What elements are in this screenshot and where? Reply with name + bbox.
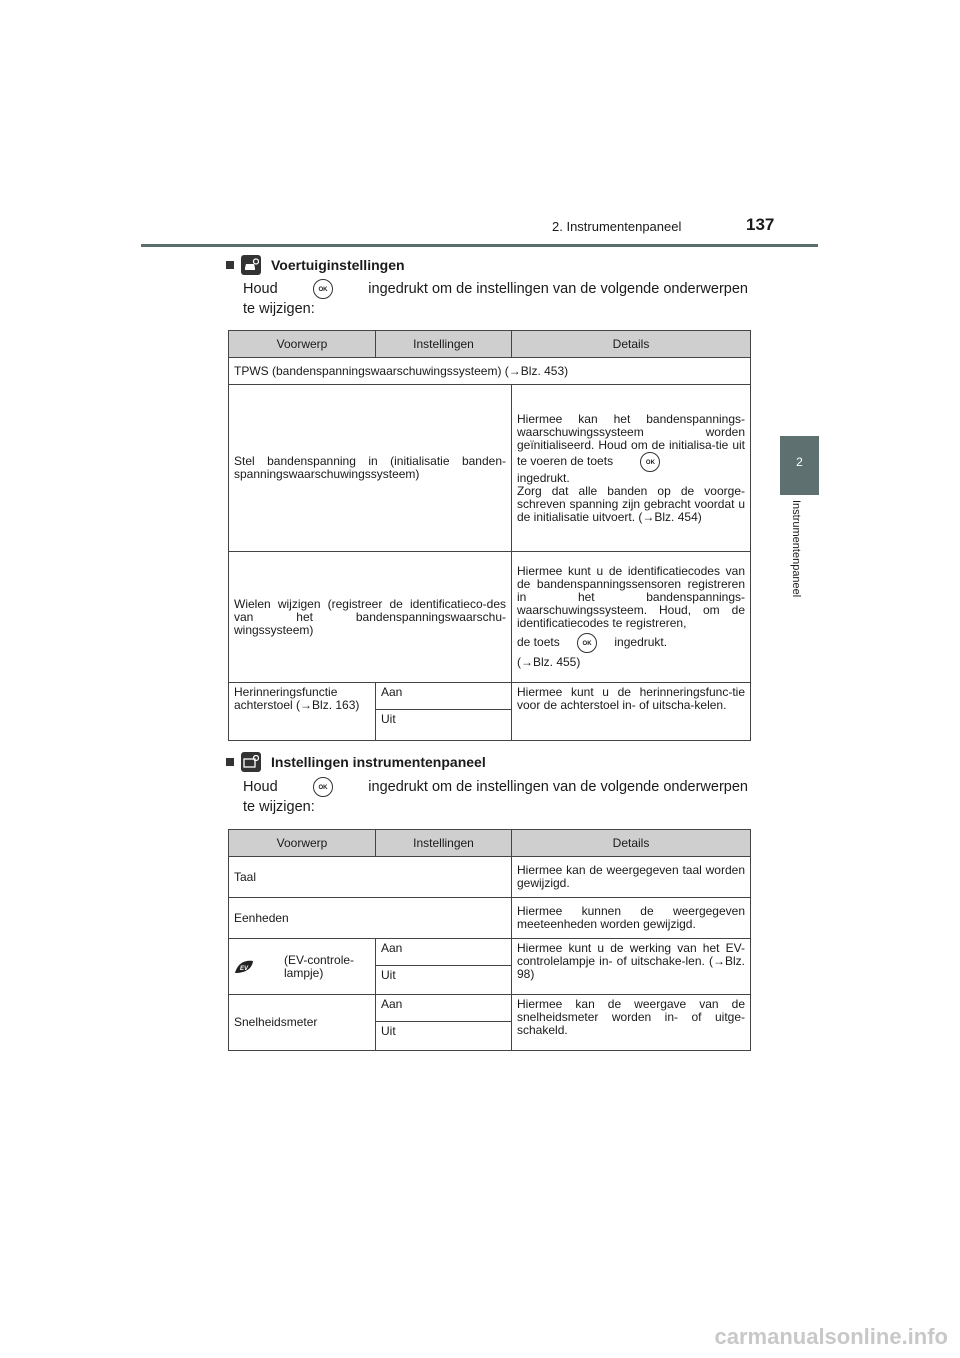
col-header: Voorwerp (229, 331, 376, 358)
intro-text-c: te wijzigen: (243, 799, 315, 815)
eenheden-item: Eenheden (229, 898, 512, 939)
intro-text-b: ingedrukt om de instellingen van de volgende onderwerpen (368, 779, 748, 795)
vehicle-settings-table (228, 330, 751, 741)
snel-detail: Hiermee kan de weergave van de snelheidsmeter worden in- of uitge-schakeld. (512, 995, 751, 1051)
table-row (229, 995, 751, 1022)
table-row (229, 898, 751, 939)
snel-on: Aan (376, 995, 512, 1022)
header-divider (141, 244, 818, 247)
vehicle-settings-icon (241, 255, 261, 275)
section2-heading (226, 752, 486, 772)
chapter-tab: 2 (780, 436, 819, 495)
table-row (229, 683, 751, 710)
stel-item: Stel bandenspanning in (initialisatie banden-spanningswaarschuwingssysteem) (229, 385, 512, 552)
wielen-detail-d: (→Blz. 455) (517, 655, 581, 669)
ok-button-icon: OK (313, 777, 333, 797)
ok-button-icon: OK (577, 633, 597, 653)
wielen-detail (512, 552, 751, 683)
ev-item (229, 939, 376, 995)
ok-button-icon: OK (640, 452, 660, 472)
section1-title: Voertuiginstellingen (271, 257, 405, 273)
instrument-settings-table (228, 829, 751, 1051)
section2-intro (243, 777, 748, 817)
intro-text-a: Houd (243, 779, 278, 795)
ev-on: Aan (376, 939, 512, 966)
table-row (229, 939, 751, 966)
herinnering-item: Herinneringsfunctie achterstoel (→Blz. 163) (229, 683, 376, 741)
intro-text-b: ingedrukt om de instellingen van de volgende onderwerpen (368, 281, 748, 297)
stel-detail-a: Hiermee kan het bandenspannings-waarschuwingssysteem worden geïnitialiseerd. Houd om de initialisa-tie uit te voeren de toets (517, 411, 745, 468)
table-row (229, 358, 751, 385)
wielen-detail-b: de toets (517, 635, 560, 650)
svg-text:EV: EV (240, 965, 249, 972)
page-number: 137 (746, 215, 775, 234)
table-header-row (229, 830, 751, 857)
ev-item-text: (EV-controle-lampje) (284, 952, 355, 980)
herinnering-off: Uit (376, 710, 512, 741)
chapter-label-text: Instrumentenpaneel (790, 500, 802, 598)
snel-off: Uit (376, 1022, 512, 1051)
col-header: Details (512, 830, 751, 857)
ok-button-icon: OK (313, 279, 333, 299)
tpws-cell: TPWS (bandenspanningswaarschuwingssysteem) (→Blz. 453) (229, 358, 751, 385)
section-title: 2. Instrumentenpaneel (552, 219, 682, 234)
col-header: Instellingen (376, 830, 512, 857)
table-row (229, 385, 751, 552)
ev-detail: Hiermee kunt u de werking van het EV-controlelampje in- of uitschake-len. (→Blz. 98) (512, 939, 751, 995)
herinnering-on: Aan (376, 683, 512, 710)
section2-title: Instellingen instrumentenpaneel (271, 754, 486, 770)
herinnering-detail: Hiermee kunt u de herinneringsfunc-tie voor de achterstoel in- of uitscha-kelen. (512, 683, 751, 741)
taal-detail: Hiermee kan de weergegeven taal worden gewijzigd. (512, 857, 751, 898)
stel-detail-b: ingedrukt. (517, 470, 570, 485)
car-gear-icon (243, 258, 259, 272)
eenheden-detail: Hiermee kunnen de weergegeven meeteenheden worden gewijzigd. (512, 898, 751, 939)
intro-text-c: te wijzigen: (243, 301, 315, 317)
table-row (229, 857, 751, 898)
wielen-item: Wielen wijzigen (registreer de identificatieco-des van het bandenspanningswaarschu-wingssysteem) (229, 552, 512, 683)
bullet-square-icon (226, 758, 234, 766)
snel-item: Snelheidsmeter (229, 995, 376, 1051)
table-header-row (229, 331, 751, 358)
screen-gear-icon (243, 755, 259, 769)
display-settings-icon (241, 752, 261, 772)
watermark-url: carmanualsonline.info (714, 1324, 948, 1349)
stel-detail-c: Zorg dat alle banden op de voorge-schreven spanning zijn gebracht voordat u de initialisatie uitvoert. (→Blz. 454) (517, 483, 745, 524)
taal-item: Taal (229, 857, 512, 898)
section1-intro (243, 279, 748, 319)
col-header: Details (512, 331, 751, 358)
col-header: Voorwerp (229, 830, 376, 857)
bullet-square-icon (226, 261, 234, 269)
intro-text-a: Houd (243, 281, 278, 297)
wielen-detail-c: ingedrukt. (614, 635, 668, 650)
table-row (229, 552, 751, 683)
stel-detail (512, 385, 751, 552)
chapter-label (786, 500, 806, 640)
ev-off: Uit (376, 966, 512, 995)
col-header: Instellingen (376, 331, 512, 358)
ev-leaf-icon (234, 960, 254, 974)
ev-indicator-icon (234, 960, 254, 974)
wielen-detail-a: Hiermee kunt u de identificatiecodes van de bandenspanningssensoren registreren in het bandenspannings-waarschuwingssysteem. Houd, om de identificatiecodes te registreren, (517, 564, 745, 630)
section1-heading (226, 255, 405, 275)
